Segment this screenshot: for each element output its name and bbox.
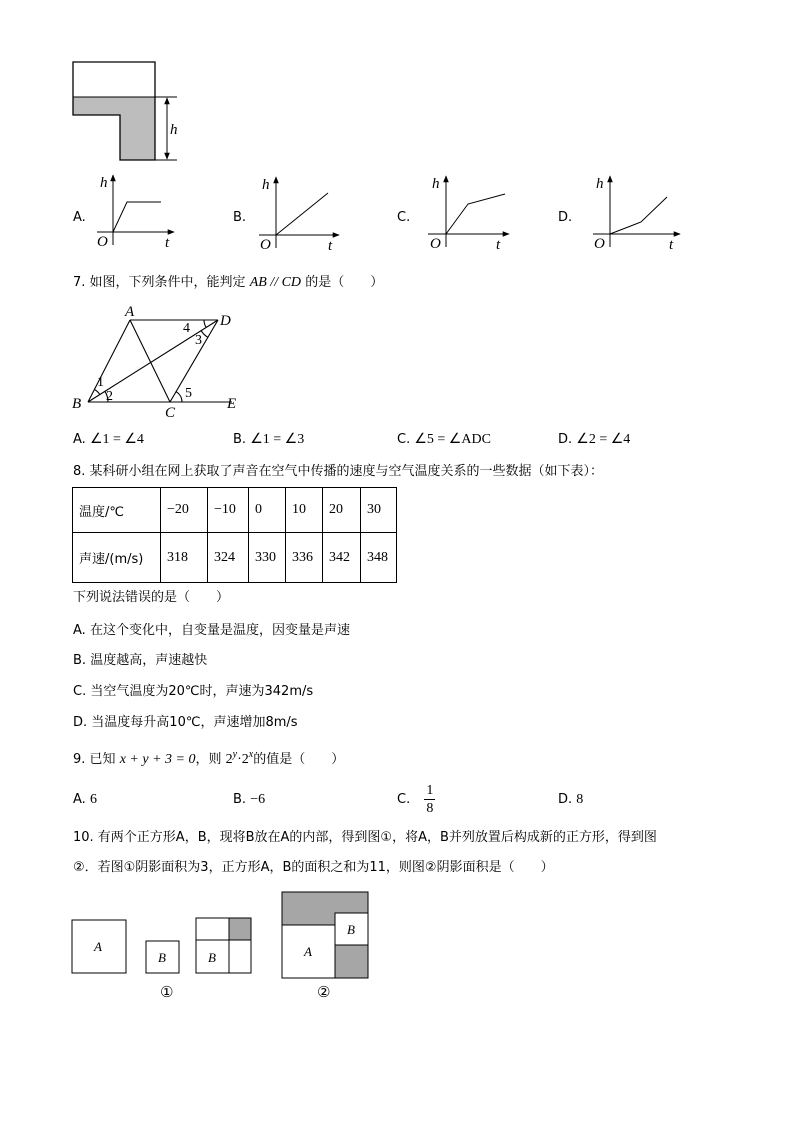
table-header-speed: 声速/(m/s) xyxy=(73,533,161,583)
q9-text-2: ，则 xyxy=(195,752,222,767)
option-label: D. xyxy=(558,792,573,807)
q10-stem-line-2: ②．若图①阴影面积为3，正方形A，B的面积之和为11，则图②阴影面积是（ ） xyxy=(73,860,554,875)
option-label: A. xyxy=(73,623,86,638)
table-cell: −20 xyxy=(161,488,208,533)
table-header-temperature: 温度/℃ xyxy=(73,488,161,533)
q8-option-a xyxy=(73,622,350,640)
x-axis-label: t xyxy=(165,235,170,251)
q7-stem xyxy=(73,274,383,292)
option-text: 温度越高，声速越快 xyxy=(90,653,208,668)
angle-3-label: 3 xyxy=(195,333,202,348)
table-cell: 30 xyxy=(361,488,397,533)
option-text: 8 xyxy=(576,792,584,807)
q9-text-1: 已知 xyxy=(89,752,116,767)
q9-option-c xyxy=(397,782,435,818)
q7-number: 7. xyxy=(73,275,86,290)
table-cell: 336 xyxy=(286,533,323,583)
option-label: C. xyxy=(397,432,411,447)
graph-line xyxy=(276,193,328,235)
option-label: B. xyxy=(233,210,247,225)
q10-stem-line-1: 10. 有两个正方形A，B，现将B放在A的内部，得到图①，将A，B并列放置后构成新的正方形，得到图 xyxy=(73,830,657,845)
q9-power-2-base: 2 xyxy=(241,752,249,767)
q7-option-c xyxy=(397,431,491,449)
option-text: 在这个变化中，自变量是温度，因变量是声速 xyxy=(89,623,350,638)
fraction-denominator: 8 xyxy=(426,801,434,816)
option-label: D. xyxy=(558,210,573,225)
q9-option-a xyxy=(73,791,97,809)
q6-option-a-graph xyxy=(73,175,174,251)
figure-2-a-label: A xyxy=(304,944,312,959)
q9-power-1-base: 2 xyxy=(225,752,233,767)
height-label: h xyxy=(170,122,178,138)
table-cell: 10 xyxy=(286,488,323,533)
square-a-label: A xyxy=(94,939,102,954)
option-label: C. xyxy=(397,792,411,807)
table-cell: 330 xyxy=(249,533,286,583)
q7-option-d xyxy=(558,431,630,449)
point-e-label: E xyxy=(227,396,237,412)
option-text: 当空气温度为20℃时，声速为342m/s xyxy=(90,684,314,699)
q8-option-c xyxy=(73,683,313,701)
angle-5-arc xyxy=(176,392,182,402)
angle-1-label: 1 xyxy=(97,375,104,390)
option-label: A. xyxy=(73,792,86,807)
q10-figures xyxy=(72,892,368,978)
q8-option-d xyxy=(73,714,298,732)
q6-option-d-graph xyxy=(558,176,680,253)
y-axis-label: h xyxy=(100,175,108,191)
q9-power-2-exponent: x xyxy=(248,749,254,760)
q8-prompt: 下列说法错误的是（ ） xyxy=(73,590,230,605)
angle-3-arc xyxy=(201,331,208,338)
figure-1-shaded xyxy=(229,918,251,940)
option-text: ∠5 = ∠ADC xyxy=(414,432,491,447)
option-text: ∠1 = ∠3 xyxy=(250,432,305,447)
table-cell: 318 xyxy=(161,533,208,583)
fraction-numerator: 1 xyxy=(426,783,434,798)
y-axis-label: h xyxy=(596,176,604,192)
table-row-speed xyxy=(73,533,397,583)
fraction xyxy=(424,782,435,817)
point-b-label: B xyxy=(72,396,82,412)
q7-text-after: 的是（ ） xyxy=(305,275,384,290)
figure-2-caption: ② xyxy=(317,983,331,1001)
option-text: −6 xyxy=(250,792,266,807)
q9-dot: · xyxy=(237,752,242,767)
option-text: ∠1 = ∠4 xyxy=(89,432,144,447)
graph-line xyxy=(446,194,505,234)
origin-label: O xyxy=(97,234,108,250)
option-text: ∠2 = ∠4 xyxy=(576,432,631,447)
figure-1-caption: ① xyxy=(160,983,174,1001)
q6-option-b-graph xyxy=(233,177,339,254)
q6-container-figure xyxy=(73,62,178,160)
q8-option-b xyxy=(73,652,207,670)
graph-line xyxy=(113,202,161,232)
q6-option-c-graph xyxy=(397,176,509,253)
figure-1-b-label: B xyxy=(208,950,216,965)
y-axis-label: h xyxy=(262,177,270,193)
option-text: 6 xyxy=(89,792,97,807)
origin-label: O xyxy=(430,236,441,252)
option-text: 当温度每升高10℃，声速增加8m/s xyxy=(91,715,298,730)
q8-data-table xyxy=(72,487,397,583)
table-cell: 20 xyxy=(323,488,361,533)
option-label: B. xyxy=(233,792,247,807)
table-cell: −10 xyxy=(208,488,249,533)
q7-text-before: 如图，下列条件中，能判定 xyxy=(89,275,246,290)
q7-figure-labels xyxy=(72,304,236,421)
table-cell: 324 xyxy=(208,533,249,583)
q9-number: 9. xyxy=(73,752,86,767)
origin-label: O xyxy=(594,236,605,252)
q9-option-d xyxy=(558,791,583,809)
option-label: C. xyxy=(73,684,87,699)
angle-4-arc xyxy=(204,320,206,328)
point-c-label: C xyxy=(165,405,176,421)
q9-power-1-exponent: y xyxy=(232,749,238,760)
figure-2-b-label: B xyxy=(347,922,355,937)
q9-equation: x + y + 3 = 0 xyxy=(119,752,196,767)
option-label: C. xyxy=(397,210,411,225)
x-axis-label: t xyxy=(328,238,333,254)
x-axis-label: t xyxy=(669,237,674,253)
point-a-label: A xyxy=(125,304,135,320)
square-b-label: B xyxy=(158,950,166,965)
segment-ac xyxy=(130,320,170,402)
point-d-label: D xyxy=(220,313,231,329)
origin-label: O xyxy=(260,237,271,253)
table-cell: 342 xyxy=(323,533,361,583)
segment-cd xyxy=(170,320,218,402)
table-cell: 348 xyxy=(361,533,397,583)
q7-math-condition: AB // CD xyxy=(249,275,302,290)
option-label: B. xyxy=(73,653,87,668)
angle-4-label: 4 xyxy=(183,321,190,336)
q9-option-b xyxy=(233,791,265,809)
y-axis-label: h xyxy=(432,176,440,192)
option-label: B. xyxy=(233,432,247,447)
graph-line xyxy=(610,197,667,234)
water-fill xyxy=(73,97,155,160)
q7-option-b xyxy=(233,431,304,449)
angle-5-label: 5 xyxy=(185,386,192,401)
angle-2-label: 2 xyxy=(106,389,113,404)
q9-stem xyxy=(73,751,344,769)
option-label: A. xyxy=(73,432,86,447)
q8-stem: 8. 某科研小组在网上获取了声音在空气中传播的速度与空气温度关系的一些数据（如下表）： xyxy=(73,464,604,479)
table-row-temperature xyxy=(73,488,397,533)
option-label: D. xyxy=(558,432,573,447)
option-label: A. xyxy=(73,210,86,225)
angle-1-arc xyxy=(94,390,99,395)
table-cell: 0 xyxy=(249,488,286,533)
x-axis-label: t xyxy=(496,237,501,253)
option-label: D. xyxy=(73,715,88,730)
q7-option-a xyxy=(73,431,144,449)
q9-text-3: 的值是（ ） xyxy=(253,752,345,767)
